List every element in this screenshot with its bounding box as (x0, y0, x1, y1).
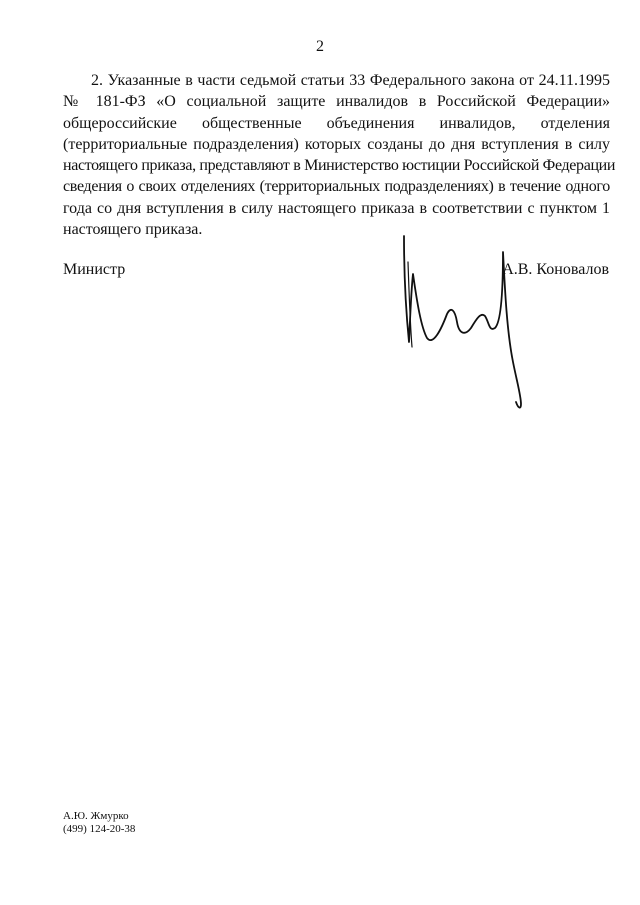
paragraph-line: 2. Указанные в части седьмой статьи 33 Федерального закона от 24.11.1995 (91, 72, 610, 89)
paragraph-line: сведения о своих отделениях (территориальных подразделениях) в течение одного (63, 178, 610, 196)
body-paragraph (63, 70, 616, 240)
paragraph-line: № 181-ФЗ «О социальной защите инвалидов в Российской Федерации» (63, 93, 610, 111)
signatory-name: А.В. Коновалов (502, 261, 609, 278)
paragraph-line: настоящего приказа. (63, 221, 203, 239)
handwritten-signature (395, 232, 535, 412)
paragraph-line: (территориальные подразделения) которых созданы до дня вступления в силу (63, 135, 610, 153)
paragraph-line: года со дня вступления в силу настоящего приказа в соответствии с пунктом 1 (63, 199, 610, 217)
executor-phone: (499) 124-20-38 (63, 823, 136, 835)
signatory-title: Министр (63, 261, 126, 278)
paragraph-line: общероссийские общественные объединения инвалидов, отделения (63, 114, 610, 132)
executor-info (63, 810, 135, 836)
page-number: 2 (316, 38, 324, 55)
paragraph-line: настоящего приказа, представляют в Министерство юстиции Российской Федерации (63, 157, 616, 175)
executor-name: А.Ю. Жмурко (63, 810, 129, 822)
